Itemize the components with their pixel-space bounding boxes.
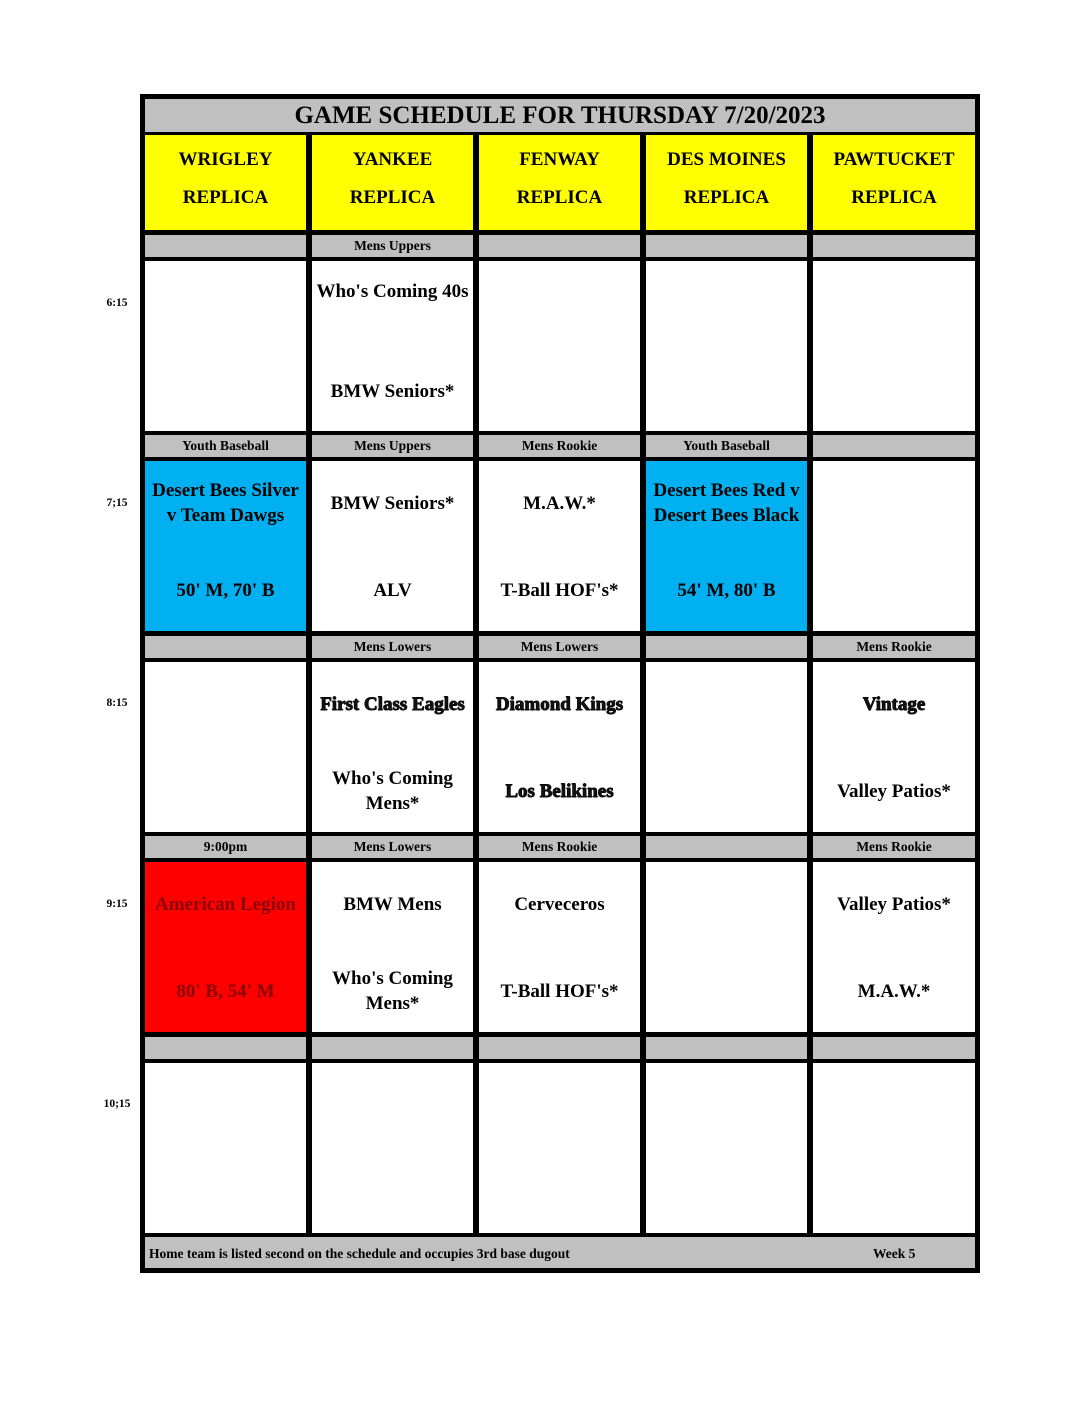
division-label	[646, 836, 807, 858]
division-label: Youth Baseball	[646, 435, 807, 457]
distance-note: 80' B, 54' M	[176, 981, 275, 1002]
division-label: Youth Baseball	[145, 435, 306, 457]
game-cell	[145, 261, 306, 431]
division-label	[813, 435, 975, 457]
away-team: Diamond Kings	[495, 694, 624, 715]
division-label	[312, 1037, 473, 1059]
game-cell	[145, 662, 306, 832]
game-cell	[479, 662, 640, 832]
away-team: Who's Coming 40s	[316, 281, 469, 302]
field-name: YANKEE	[352, 149, 433, 170]
game-cell	[479, 261, 640, 431]
away-team: BMW Mens	[343, 894, 442, 915]
game-cell-youth	[646, 461, 807, 631]
away-team: Cerveceros	[514, 894, 605, 915]
away-team: First Class Eagles	[320, 694, 465, 715]
distance-note: 50' M, 70' B	[176, 580, 275, 601]
game-cell-youth	[145, 461, 306, 631]
division-label: Mens Lowers	[312, 636, 473, 658]
field-header-wrigley	[145, 135, 306, 230]
division-label	[813, 235, 975, 257]
game-cell	[646, 662, 807, 832]
division-label	[646, 636, 807, 658]
division-label	[145, 636, 306, 658]
division-label: Mens Uppers	[312, 235, 473, 257]
field-name: WRIGLEY	[178, 149, 273, 170]
field-sub: REPLICA	[349, 187, 436, 208]
time-label: 8:15	[106, 697, 128, 709]
away-team: Valley Patios*	[837, 894, 951, 915]
game-cell	[479, 461, 640, 631]
matchup: Desert Bees Silver v Team Dawgs	[152, 480, 299, 526]
division-label	[145, 1037, 306, 1059]
game-cell	[646, 261, 807, 431]
field-sub: REPLICA	[182, 187, 269, 208]
division-label	[145, 235, 306, 257]
division-label: Mens Rookie	[813, 836, 975, 858]
game-cell-legion	[145, 862, 306, 1032]
division-label: Mens Lowers	[479, 636, 640, 658]
game-cell	[813, 862, 975, 1032]
field-name: PAWTUCKET	[833, 149, 955, 170]
game-cell	[479, 1063, 640, 1233]
game-cell	[479, 862, 640, 1032]
game-cell	[312, 461, 473, 631]
field-name: DES MOINES	[667, 149, 786, 170]
distance-note: 54' M, 80' B	[677, 580, 776, 601]
home-team: Who's Coming Mens*	[332, 768, 453, 814]
field-header-pawtucket	[813, 135, 975, 230]
game-cell	[813, 261, 975, 431]
game-cell	[813, 662, 975, 832]
game-cell	[646, 862, 807, 1032]
field-sub: REPLICA	[851, 187, 937, 208]
division-label	[479, 1037, 640, 1059]
field-header-des-moines	[646, 135, 807, 230]
away-team: BMW Seniors*	[330, 493, 455, 514]
division-label: Mens Rookie	[479, 836, 640, 858]
field-sub: REPLICA	[516, 187, 603, 208]
home-team: Los Belikines	[505, 781, 614, 802]
schedule-title: GAME SCHEDULE FOR THURSDAY 7/20/2023	[145, 99, 975, 132]
away-team: Vintage	[862, 694, 926, 715]
game-cell	[646, 1063, 807, 1233]
home-team: T-Ball HOF's*	[500, 981, 619, 1002]
game-cell	[312, 261, 473, 431]
home-team: Valley Patios*	[837, 781, 951, 802]
footer-note: Home team is listed second on the schedule and occupies 3rd base dugout	[149, 1246, 570, 1261]
game-cell	[312, 662, 473, 832]
game-cell	[312, 862, 473, 1032]
home-team: M.A.W.*	[857, 981, 931, 1002]
game-cell	[145, 1063, 306, 1233]
field-header-fenway	[479, 135, 640, 230]
schedule-table	[140, 94, 980, 1273]
game-cell	[813, 1063, 975, 1233]
field-sub: REPLICA	[683, 187, 770, 208]
division-label: 9:00pm	[145, 836, 306, 858]
time-label: 10;15	[103, 1098, 131, 1110]
field-header-yankee	[312, 135, 473, 230]
home-team: BMW Seniors*	[330, 381, 455, 402]
game-cell	[312, 1063, 473, 1233]
matchup: American Legion	[155, 894, 296, 915]
division-label	[646, 1037, 807, 1059]
time-label: 6:15	[106, 297, 128, 309]
division-label	[813, 1037, 975, 1059]
home-team: T-Ball HOF's*	[500, 580, 619, 601]
schedule-footer	[145, 1237, 975, 1268]
home-team: ALV	[373, 580, 412, 601]
division-label: Mens Uppers	[312, 435, 473, 457]
division-label: Mens Lowers	[312, 836, 473, 858]
division-label: Mens Rookie	[479, 435, 640, 457]
week-label: Week 5	[873, 1246, 916, 1261]
away-team: M.A.W.*	[523, 493, 596, 514]
home-team: Who's Coming Mens*	[332, 968, 453, 1014]
time-label: 7;15	[106, 497, 128, 509]
division-label: Mens Rookie	[813, 636, 975, 658]
time-label: 9:15	[106, 898, 128, 910]
division-label	[479, 235, 640, 257]
game-cell	[813, 461, 975, 631]
division-label	[646, 235, 807, 257]
matchup: Desert Bees Red v Desert Bees Black	[653, 480, 800, 526]
field-name: FENWAY	[519, 149, 600, 170]
